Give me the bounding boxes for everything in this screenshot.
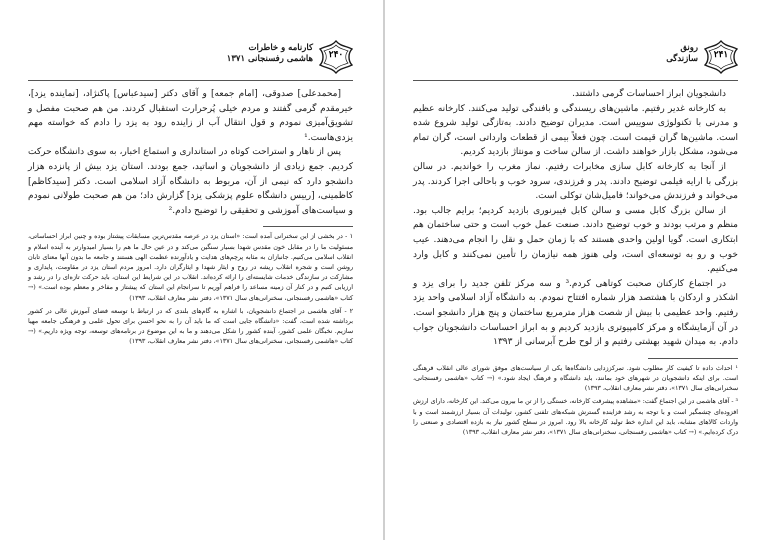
paragraph: به کارخانه غدیر رفتیم. ماشین‌های ریسندگی و بافندگی تولید می‌کنند. کارخانه عظیم و مدرنی با تکنولوژی سوییس است. مدیران توضیح دادند. به‌تازگی تولید شروع شده است. ماشین‌ها گران قیمت است. چون فعلاً بیمی از قطعات وارداتی است، گران تمام می‌شود، مشکل بازار خواهند داشت. از سالن ساخت و مونتاژ بازدید کردیم. xyxy=(413,103,738,158)
body-text xyxy=(413,87,738,350)
header-title: رونق xyxy=(680,43,698,53)
left-page xyxy=(0,0,383,540)
running-header xyxy=(666,43,698,65)
footnote: ۱ - در بخشی از این سخنرانی آمده است: «استان یزد در عرصه مقدس‌ترین مسابقات پیشتاز بوده و چنین ابراز احساساتی، مسئولیت ما را در مقابل خون مقدس شهدا بسیار سنگین می‌کند و در عین حال ما هم را بسیار امیدوارتر به آینده اسلام و انقلاب اسلامی می‌کنیم. جانبازان به مثابه پرچم‌های هدایت و یادآورنده عظمت الهی هستند و جامعه ما بدون آنها معنای تابان روشن است و شجره انقلاب ریشه در روح و ایثار شهدا و ایثارگران دارد. امروز مردم استان یزد در مقاومت، پایداری و مشارکت در سازندگی خدمات شایسته‌ای را ارائه کرده‌اند. انقلاب در این شرایط این استان، باید حرکت تازه‌ای را در رشد و ارزیابی کنیم و در کنار آن زمینه مساعد را فراهم آوریم تا سرانجام این استان که پیشتاز و مفاخر و معظم بوده است.» (→ کتاب «هاشمی رفسنجانی، سخنرانی‌های سال ۱۳۷۱»، دفتر نشر معارف انقلاب، ۱۳۹۳) xyxy=(28,233,353,302)
page-header xyxy=(28,40,353,78)
paragraph: در اجتماع کارکنان صحبت کوتاهی کردم.³ و سه مرکز تلفن جدید را برای یزد و اشکذر و اردکان با هشتصد هزار شماره افتتاح نمودم. به دانشگاه آزاد اسلامی واحد یزد رفتیم. واحد عظیمی با بیش از شصت هزار مترمربع ساختمان و پنج هزار دانشجو است. در آن آزمایشگاه و مرکز کامپیوتری بازدید کردیم و به ابراز احساسات دانشجویان جواب دادم. به میدان شهید بهشتی رفتیم و از لوح طرح آبرسانی از ۱۳۹۳ xyxy=(413,278,738,348)
footnote-separator xyxy=(648,358,738,359)
paragraph: از سالن بزرگ کابل مسی و سالن کابل فیبرنوری بازدید کردیم؛ برایم جالب بود. منظم و مرتب بودند و خوب توضیح دادند. صنعت عمل خوب است و حتی ساختمان هم ابتکاری است. گویا اولین واحدی هستند که با زمان حمل و نقل را انجام می‌دهند. عیب خوب و رو به توسعه‌ای است، ولی هنوز همه نیازمان را تأمین نمی‌کنند و کابل وارد می‌کنیم. xyxy=(413,205,738,275)
paragraph: پس از ناهار و استراحت کوتاه در استانداری و استماع اخبار، به سوی دانشگاه حرکت کردیم. جمع زیادی از دانشجویان و اساتید، جمع بودند. استان یزد بیش از پانزده هزار دانشجو دارد که نیمی از آن، مربوط به دانشگاه آزاد اسلامی است. دکتر [سیدکاظم] کاظمینی، [رییس دانشگاه علوم پزشکی یزد] گزارش داد؛ من هم صحبت طولانی نمودم و سیاست‌های آموزشی و تحقیقی را توضیح دادم.² xyxy=(28,147,353,216)
footnote-separator xyxy=(263,226,353,227)
paragraph: از آنجا به کارخانه کابل سازی مخابرات رفتیم. نماز مغرب را خواندیم. در سالن بزرگی با ارایه فیلمی توضیح دادند. پدر و فرزندی، سرود خوب و باحالی اجرا کردند. پدر می‌خواند و فرزندش می‌خواند؛ فامیل‌شان توکلی است. xyxy=(413,161,738,202)
page-header xyxy=(413,40,738,78)
right-page xyxy=(385,0,768,540)
paragraph: دانشجویان ابراز احساسات گرمی داشتند. xyxy=(572,89,726,99)
header-rule xyxy=(413,80,738,81)
footnote: ³ - آقای هاشمی در این اجتماع گفت: «مشاهده پیشرفت کارخانه، خستگی را از تن ما بیرون می‌کند. این کارخانه، دارای ارزش افزوده‌ای چشمگیر است و با توجه به رشد فزاینده گسترش شبکه‌های تلفنی کشور، تولیدات آن بسیار ارزشمند است و با واردات کالاهای مشابه، باید این اندازه خط تولید کارخانه بالا رود. امروز در سطح کشور نیاز به بازده اقتصادی و صنعتی را درک کرده‌ایم.» (→ کتاب «هاشمی رفسنجانی، سخنرانی‌های سال ۱۳۷۱»، دفتر نشر معارف انقلاب، ۱۳۹۳) xyxy=(413,398,738,436)
header-rule xyxy=(28,80,353,81)
footnote: ۲ - آقای هاشمی در اجتماع دانشجویان، با اشاره به گام‌های بلندی که در ارتباط با توسعه فضای آموزش عالی در کشور برداشته شده است، گفت: «دانشگاه جایی است که ما باید آن را به نحو احسن برای تحول علمی و فرهنگی جامعه مهیا سازیم. نخبگان علمی کشور، آینده کشور را شکل می‌دهند و ما به این موضوع در برنامه‌های توسعه، توجه ویژه داریم.» (→ کتاب «هاشمی رفسنجانی، سخنرانی‌های سال ۱۳۷۱»، دفتر نشر معارف انقلاب، ۱۳۹۳) xyxy=(28,307,353,346)
header-title: کارنامه و خاطرات xyxy=(248,43,313,53)
footnotes xyxy=(413,364,738,438)
footnote: ¹ احداث داده تا کیفیت کار مطلوب شود. تمرکززدایی دانشگاه‌ها یکی از سیاست‌های موفق شورای عالی انقلاب فرهنگی است. برای اینکه دانشجویان در شهرهای خود بمانند، باید دانشگاه و فرهنگ ایجاد شود.» (→ کتاب «هاشمی رفسنجانی، سخنرانی‌های سال ۱۳۷۱»، دفتر نشر معارف انقلاب، ۱۳۹۳) xyxy=(413,364,738,393)
body-text xyxy=(28,87,353,218)
paragraph: [محمدعلی] صدوقی، [امام جمعه] و آقای دکتر [سیدعباس] پاکنژاد، [نماینده یزد]، خیرمقدم گرمی گفتند و مردم خیلی پُرحرارت استقبال کردند. من هم صحبت مفصل و تشویق‌آمیزی نمودم و قول انتقال آب از زاینده رود به یزد را دادم که خواسته مهم یزدی‌هاست.¹ xyxy=(28,89,353,143)
header-subtitle: هاشمی رفسنجانی ۱۳۷۱ xyxy=(226,54,313,64)
page-number: ۲۴۰ xyxy=(328,50,344,60)
footnotes xyxy=(28,232,353,347)
header-subtitle: سازندگی xyxy=(666,54,698,64)
running-header xyxy=(227,43,313,65)
page-number: ۲۴۱ xyxy=(713,50,729,60)
